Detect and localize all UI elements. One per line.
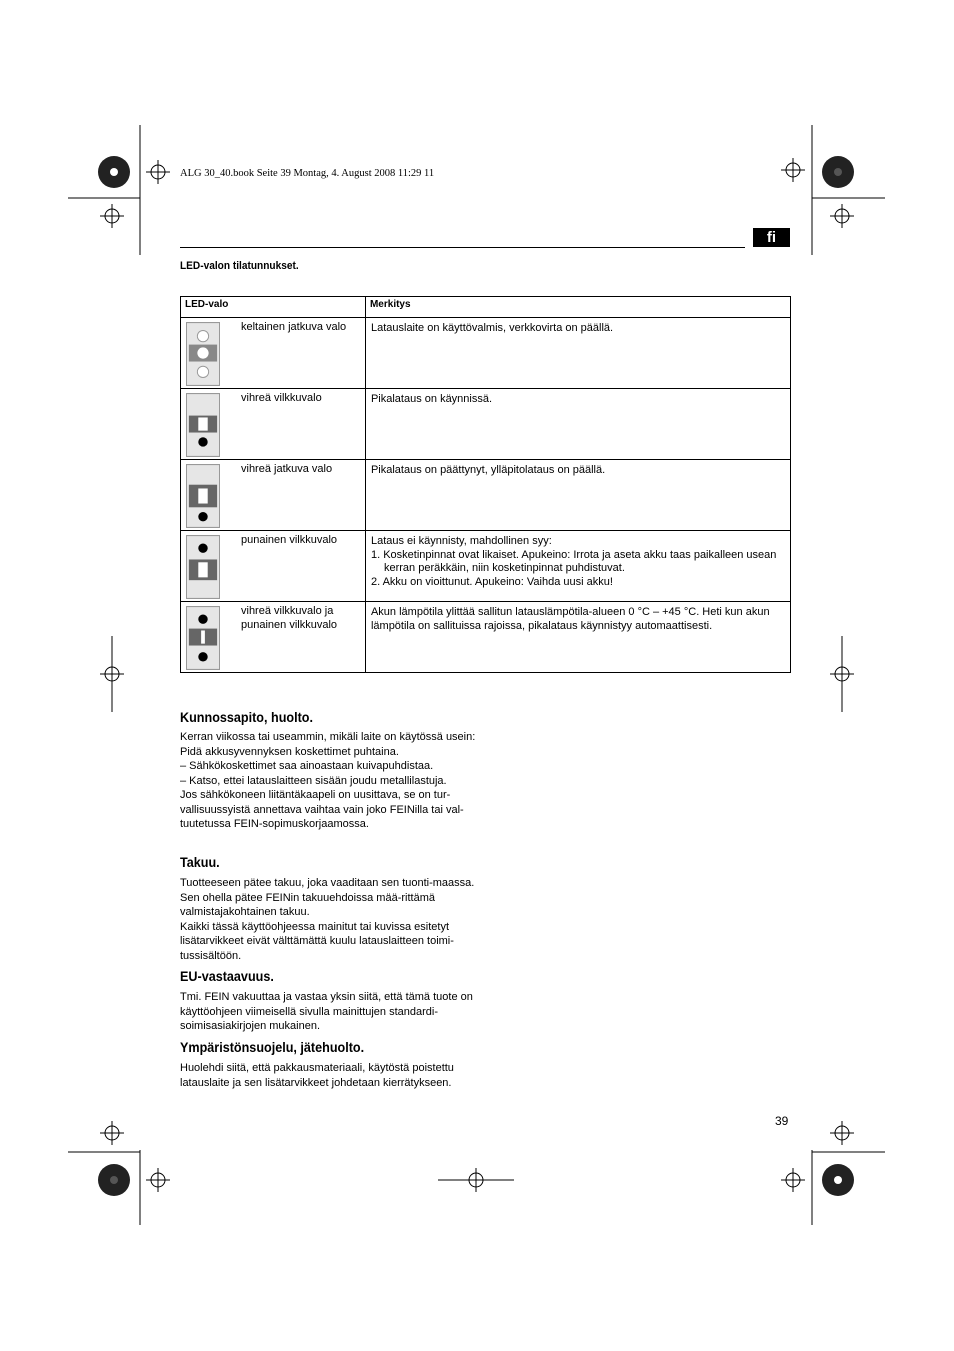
eu-title: EU-vastaavuus. — [180, 968, 274, 984]
environment-title: Ympäristönsuojelu, jätehuolto. — [180, 1039, 365, 1055]
table-row — [181, 531, 791, 602]
environment-text — [180, 1061, 480, 1090]
paragraph: Huolehdi siitä, että pakkausmateriaali, käytöstä poistettu latauslaite ja sen lisätarvikkeet johdetaan kierrätykseen. — [180, 1062, 454, 1089]
list-item: – Katso, ettei latauslaitteen sisään joudu metallilastuja. — [180, 774, 447, 787]
battery-full-icon — [186, 464, 220, 528]
led-label: vihreä vilkkuvalo — [241, 392, 322, 404]
maintenance-text — [180, 730, 480, 832]
led-label: punainen vilkkuvalo — [241, 534, 338, 546]
language-tab: fi — [753, 228, 790, 247]
paragraph: Pidä akkusyvennyksen koskettimet puhtaina. — [180, 745, 399, 758]
maintenance-title: Kunnossapito, huolto. — [180, 709, 313, 725]
warranty-title: Takuu. — [180, 854, 220, 870]
led-meaning: Lataus ei käynnisty, mahdollinen syy: — [370, 535, 552, 547]
temperature-icon — [186, 606, 220, 670]
paragraph: Kerran viikossa tai useammin, mikäli laite on käytössä usein: — [180, 731, 476, 743]
paragraph: Tuotteeseen pätee takuu, joka vaaditaan sen tuonti-maassa. Sen ohella pätee FEINin takuuehdoissa mää-rittämä valmistajakohtainen takuu. — [180, 877, 475, 918]
col-header-meaning: Merkitys — [365, 297, 790, 318]
list-item: 2. Akku on vioittunut. Apukeino: Vaihda uusi akku! — [370, 575, 613, 588]
paragraph: Kaikki tässä käyttöohjeessa mainitut tai kuvissa esitetyt lisätarvikkeet eivät välttämättä kuulu latauslaitteen toimi-tussisältöön. — [180, 920, 454, 962]
paragraph: Jos sähkökoneen liitäntäkaapeli on uusittava, se on tur-vallisuussyistä annettava vaihtaa vain joko FEINilla tai val-tuutetussa FEIN-sopimuskorjaamossa. — [180, 789, 464, 830]
led-status-table — [180, 296, 791, 673]
led-meaning: Latauslaite on käyttövalmis, verkkovirta on päällä. — [370, 322, 614, 334]
led-section-title: LED-valon tilatunnukset. — [180, 260, 299, 272]
battery-error-icon — [186, 535, 220, 599]
col-header-led: LED-valo — [181, 297, 366, 318]
page-number: 39 — [775, 1114, 789, 1128]
charger-power-icon — [186, 322, 220, 386]
paragraph: Tmi. FEIN vakuuttaa ja vastaa yksin siitä, että tämä tuote on käyttöohjeen viimeisellä sivulla mainittujen standardi-soimisasiakirjojen mukainen. — [180, 991, 473, 1032]
warranty-text — [180, 876, 480, 963]
eu-text — [180, 990, 480, 1034]
led-meaning: Akun lämpötila ylittää sallitun latauslämpötila-alueen 0 °C – +45 °C. Heti kun akun lämpötila on sallituissa rajoissa, pikalataus käynnistyy automaattisesti. — [370, 606, 770, 632]
led-label: vihreä jatkuva valo — [241, 463, 333, 475]
led-meaning: Pikalataus on käynnissä. — [370, 393, 493, 405]
battery-charging-blink-icon — [186, 393, 220, 457]
list-item: – Sähkökoskettimet saa ainoastaan kuivapuhdistaa. — [180, 760, 434, 772]
led-meaning: Pikalataus on päättynyt, ylläpitolataus on päällä. — [370, 464, 606, 476]
table-row — [181, 389, 791, 460]
book-info: ALG 30_40.book Seite 39 Montag, 4. August 2008 11:29 11 — [180, 168, 435, 179]
table-row — [181, 318, 791, 389]
header-rule — [180, 247, 745, 248]
led-label: keltainen jatkuva valo — [241, 321, 347, 333]
list-item: 1. Kosketinpinnat ovat likaiset. Apukeino: Irrota ja aseta akku taas paikalleen usean kerran peräkkäin, niin kosketinpinnat puhdistuvat. — [370, 548, 777, 574]
table-row — [181, 602, 791, 673]
table-row — [181, 460, 791, 531]
led-label: vihreä vilkkuvalo ja punainen vilkkuvalo — [241, 605, 338, 631]
